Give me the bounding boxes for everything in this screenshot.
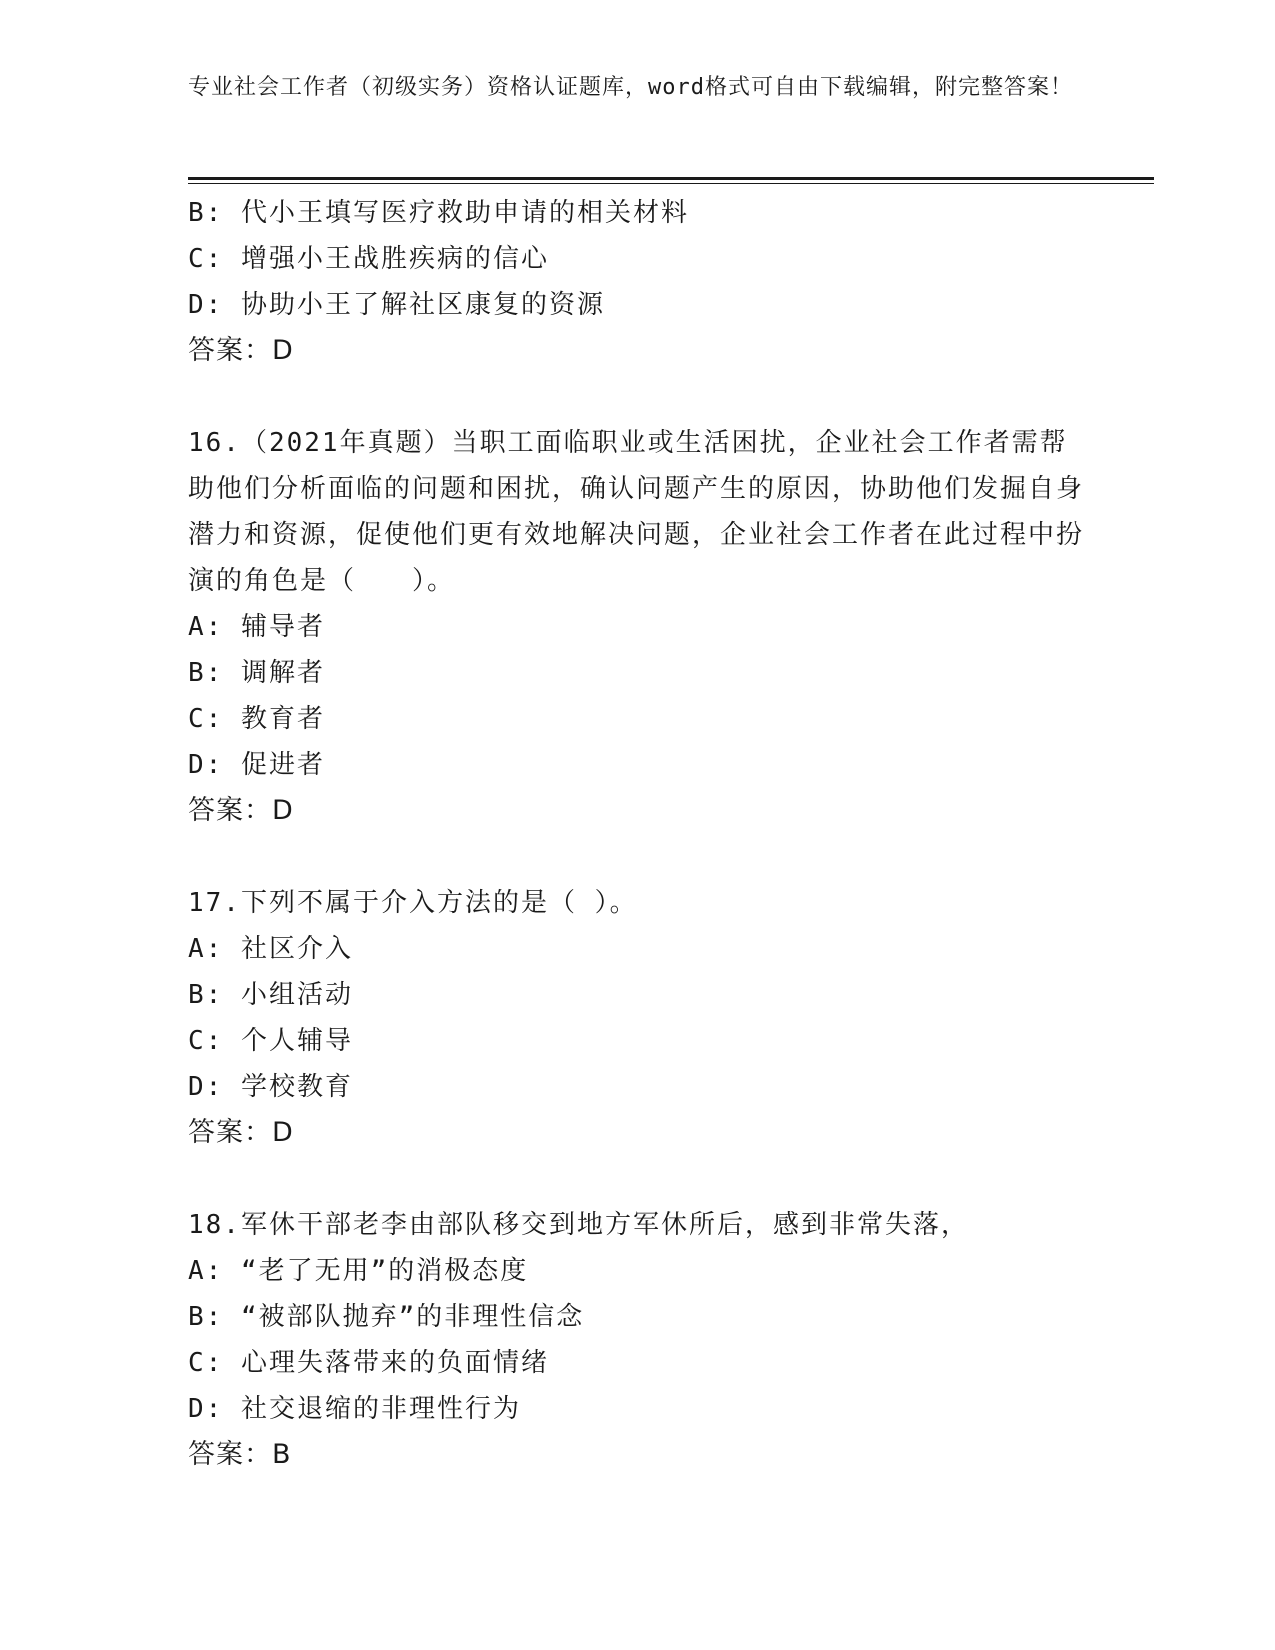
option-c: C: 心理失落带来的负面情绪 — [188, 1348, 549, 1378]
answer: 答案：D — [188, 335, 294, 366]
option-d: D: 协助小王了解社区康复的资源 — [188, 290, 605, 320]
option-a: A: “老了无用”的消极态度 — [188, 1256, 529, 1286]
spacer — [188, 1156, 1088, 1202]
answer: 答案：B — [188, 1439, 292, 1470]
option-d: D: 社交退缩的非理性行为 — [188, 1394, 521, 1424]
page-header: 专业社会工作者（初级实务）资格认证题库，word格式可自由下载编辑，附完整答案！ — [188, 75, 1073, 100]
spacer — [188, 374, 1088, 420]
option-c: C: 教育者 — [188, 704, 325, 734]
question-stem: 18.军休干部老李由部队移交到地方军休所后，感到非常失落， — [188, 1210, 969, 1240]
answer: 答案：D — [188, 1117, 294, 1148]
question-stem: 16.（2021年真题）当职工面临职业或生活困扰，企业社会工作者需帮助他们分析面临的问题和困扰，确认问题产生的原因，协助他们发掘自身潜力和资源，促使他们更有效地解决问题，企业社会工作者在此过程中扮演的角色是（ ）。 — [188, 428, 1085, 596]
question-content — [188, 190, 1088, 1478]
option-b: B: 代小王填写医疗救助申请的相关材料 — [188, 198, 689, 228]
question-16 — [188, 420, 1088, 834]
question-17 — [188, 880, 1088, 1156]
question-stem: 17.下列不属于介入方法的是（ ）。 — [188, 888, 638, 918]
option-d: D: 学校教育 — [188, 1072, 353, 1102]
answer: 答案：D — [188, 795, 294, 826]
option-c: C: 个人辅导 — [188, 1026, 353, 1056]
spacer — [188, 834, 1088, 880]
question-18 — [188, 1202, 1088, 1478]
option-b: B: “被部队抛弃”的非理性信念 — [188, 1302, 585, 1332]
option-b: B: 调解者 — [188, 658, 325, 688]
header-divider-thin — [188, 183, 1154, 184]
partial-question — [188, 190, 1088, 374]
option-b: B: 小组活动 — [188, 980, 353, 1010]
option-c: C: 增强小王战胜疾病的信心 — [188, 244, 549, 274]
option-a: A: 社区介入 — [188, 934, 353, 964]
header-divider-thick — [188, 177, 1154, 180]
option-d: D: 促进者 — [188, 750, 325, 780]
option-a: A: 辅导者 — [188, 612, 325, 642]
